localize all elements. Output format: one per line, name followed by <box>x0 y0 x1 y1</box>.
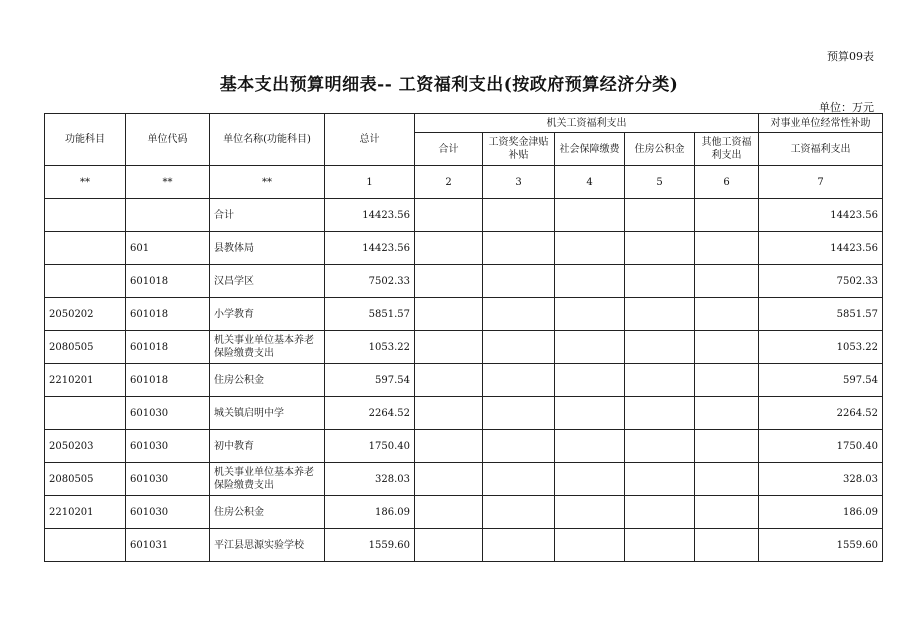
social-cell <box>555 463 625 496</box>
social-cell <box>555 199 625 232</box>
header-sub-social: 社会保障缴费 <box>555 133 625 166</box>
subsidy-wages-cell: 1559.60 <box>759 529 883 562</box>
wages-cell <box>483 232 555 265</box>
func-subject-cell: 2210201 <box>45 496 126 529</box>
wages-cell <box>483 199 555 232</box>
unit-code-cell: 601030 <box>126 463 210 496</box>
social-cell <box>555 298 625 331</box>
subsidy-wages-cell: 2264.52 <box>759 397 883 430</box>
social-cell <box>555 331 625 364</box>
index-cell: 6 <box>695 166 759 199</box>
func-subject-cell <box>45 397 126 430</box>
social-cell <box>555 496 625 529</box>
index-cell: 4 <box>555 166 625 199</box>
unit-code-cell <box>126 199 210 232</box>
unit-code-cell: 601030 <box>126 430 210 463</box>
page-title: 基本支出预算明细表-- 工资福利支出(按政府预算经济分类) <box>219 75 679 95</box>
other-cell <box>695 496 759 529</box>
func-subject-cell <box>45 529 126 562</box>
unit-code-cell: 601031 <box>126 529 210 562</box>
unit-name-cell: 合计 <box>210 199 325 232</box>
table-row <box>45 298 883 331</box>
other-cell <box>695 298 759 331</box>
sub-total-cell <box>415 430 483 463</box>
table-row <box>45 199 883 232</box>
index-cell: ** <box>126 166 210 199</box>
func-subject-cell: 2050203 <box>45 430 126 463</box>
social-cell <box>555 397 625 430</box>
wages-cell <box>483 529 555 562</box>
wages-cell <box>483 397 555 430</box>
index-row <box>45 166 883 199</box>
housing-cell <box>625 364 695 397</box>
index-cell: 1 <box>325 166 415 199</box>
housing-cell <box>625 529 695 562</box>
other-cell <box>695 463 759 496</box>
index-cell: ** <box>45 166 126 199</box>
header-unit-code: 单位代码 <box>126 114 210 166</box>
unit-code-cell: 601018 <box>126 364 210 397</box>
social-cell <box>555 364 625 397</box>
other-cell <box>695 199 759 232</box>
total-cell: 1053.22 <box>325 331 415 364</box>
unit-code-cell: 601018 <box>126 265 210 298</box>
subsidy-wages-cell: 1053.22 <box>759 331 883 364</box>
table-row <box>45 232 883 265</box>
housing-cell <box>625 331 695 364</box>
subsidy-wages-cell: 14423.56 <box>759 232 883 265</box>
sub-total-cell <box>415 397 483 430</box>
table-row <box>45 397 883 430</box>
form-number: 预算09表 <box>827 50 874 63</box>
unit-name-cell: 初中教育 <box>210 430 325 463</box>
housing-cell <box>625 496 695 529</box>
index-cell: ** <box>210 166 325 199</box>
header-unit-name: 单位名称(功能科目) <box>210 114 325 166</box>
social-cell <box>555 265 625 298</box>
func-subject-cell: 2080505 <box>45 331 126 364</box>
unit-name-cell: 机关事业单位基本养老保险缴费支出 <box>210 331 325 364</box>
unit-name-cell: 城关镇启明中学 <box>210 397 325 430</box>
wages-cell <box>483 331 555 364</box>
header-func-subject: 功能科目 <box>45 114 126 166</box>
func-subject-cell <box>45 232 126 265</box>
sub-total-cell <box>415 529 483 562</box>
header-sub-wages: 工资奖金津贴补贴 <box>483 133 555 166</box>
housing-cell <box>625 199 695 232</box>
wages-cell <box>483 463 555 496</box>
total-cell: 14423.56 <box>325 232 415 265</box>
total-cell: 5851.57 <box>325 298 415 331</box>
subsidy-wages-cell: 597.54 <box>759 364 883 397</box>
other-cell <box>695 331 759 364</box>
social-cell <box>555 430 625 463</box>
table-row <box>45 430 883 463</box>
other-cell <box>695 529 759 562</box>
housing-cell <box>625 463 695 496</box>
social-cell <box>555 232 625 265</box>
sub-total-cell <box>415 232 483 265</box>
subsidy-wages-cell: 5851.57 <box>759 298 883 331</box>
unit-code-cell: 601030 <box>126 496 210 529</box>
table-row <box>45 529 883 562</box>
sub-total-cell <box>415 331 483 364</box>
other-cell <box>695 232 759 265</box>
func-subject-cell: 2210201 <box>45 364 126 397</box>
other-cell <box>695 364 759 397</box>
header-row-1 <box>45 114 883 133</box>
table-row <box>45 265 883 298</box>
header-group-subsidy: 对事业单位经常性补助 <box>759 114 883 133</box>
wages-cell <box>483 496 555 529</box>
unit-code-cell: 601018 <box>126 331 210 364</box>
total-cell: 7502.33 <box>325 265 415 298</box>
func-subject-cell <box>45 199 126 232</box>
total-cell: 1559.60 <box>325 529 415 562</box>
table-row <box>45 331 883 364</box>
housing-cell <box>625 397 695 430</box>
total-cell: 14423.56 <box>325 199 415 232</box>
unit-name-cell: 平江县思源实验学校 <box>210 529 325 562</box>
index-cell: 2 <box>415 166 483 199</box>
wages-cell <box>483 430 555 463</box>
unit-label: 单位：万元 <box>819 101 874 114</box>
social-cell <box>555 529 625 562</box>
sub-total-cell <box>415 199 483 232</box>
header-subsidy-wages: 工资福利支出 <box>759 133 883 166</box>
unit-code-cell: 601030 <box>126 397 210 430</box>
total-cell: 2264.52 <box>325 397 415 430</box>
housing-cell <box>625 430 695 463</box>
total-cell: 186.09 <box>325 496 415 529</box>
unit-name-cell: 小学教育 <box>210 298 325 331</box>
unit-name-cell: 住房公积金 <box>210 496 325 529</box>
sub-total-cell <box>415 463 483 496</box>
unit-name-cell: 汉昌学区 <box>210 265 325 298</box>
total-cell: 328.03 <box>325 463 415 496</box>
index-cell: 3 <box>483 166 555 199</box>
func-subject-cell: 2080505 <box>45 463 126 496</box>
subsidy-wages-cell: 14423.56 <box>759 199 883 232</box>
sub-total-cell <box>415 298 483 331</box>
subsidy-wages-cell: 1750.40 <box>759 430 883 463</box>
unit-name-cell: 县教体局 <box>210 232 325 265</box>
table-row <box>45 463 883 496</box>
wages-cell <box>483 298 555 331</box>
housing-cell <box>625 232 695 265</box>
wages-cell <box>483 364 555 397</box>
other-cell <box>695 430 759 463</box>
unit-code-cell: 601018 <box>126 298 210 331</box>
func-subject-cell: 2050202 <box>45 298 126 331</box>
index-cell: 7 <box>759 166 883 199</box>
housing-cell <box>625 298 695 331</box>
header-group-admin: 机关工资福利支出 <box>415 114 759 133</box>
table-row <box>45 364 883 397</box>
unit-code-cell: 601 <box>126 232 210 265</box>
total-cell: 1750.40 <box>325 430 415 463</box>
unit-name-cell: 住房公积金 <box>210 364 325 397</box>
other-cell <box>695 397 759 430</box>
func-subject-cell <box>45 265 126 298</box>
unit-name-cell: 机关事业单位基本养老保险缴费支出 <box>210 463 325 496</box>
sub-total-cell <box>415 496 483 529</box>
table-row <box>45 496 883 529</box>
header-sub-housing: 住房公积金 <box>625 133 695 166</box>
index-cell: 5 <box>625 166 695 199</box>
subsidy-wages-cell: 7502.33 <box>759 265 883 298</box>
header-sub-other: 其他工资福利支出 <box>695 133 759 166</box>
subsidy-wages-cell: 328.03 <box>759 463 883 496</box>
total-cell: 597.54 <box>325 364 415 397</box>
header-sub-total: 合计 <box>415 133 483 166</box>
subsidy-wages-cell: 186.09 <box>759 496 883 529</box>
budget-table <box>44 113 883 562</box>
table-body <box>45 166 883 562</box>
other-cell <box>695 265 759 298</box>
housing-cell <box>625 265 695 298</box>
wages-cell <box>483 265 555 298</box>
sub-total-cell <box>415 364 483 397</box>
header-total: 总计 <box>325 114 415 166</box>
sub-total-cell <box>415 265 483 298</box>
